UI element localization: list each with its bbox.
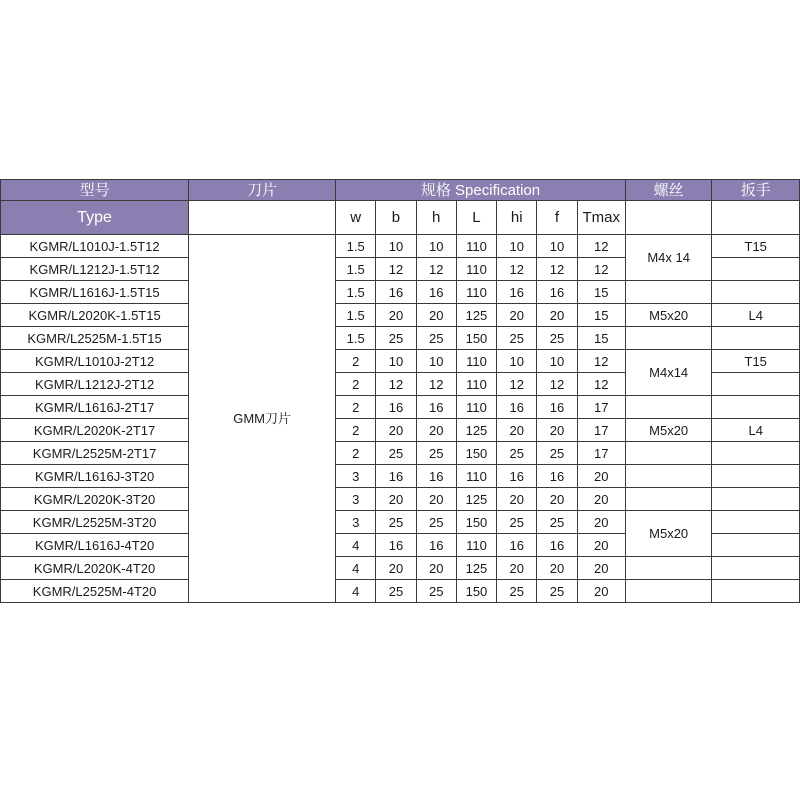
w-cell: 2 [336,350,376,373]
h-cell: 25 [416,442,456,465]
hi-cell: 20 [497,557,537,580]
l-cell: 125 [456,488,496,511]
b-cell: 25 [376,580,416,603]
b-cell: 10 [376,235,416,258]
screw-cell-empty [625,488,712,511]
type-cell: KGMR/L2525M-2T17 [1,442,189,465]
hi-cell: 20 [497,419,537,442]
wrench-cell-empty [712,327,800,350]
l-cell: 110 [456,534,496,557]
b-cell: 20 [376,557,416,580]
header-row-columns [1,201,800,235]
wrench-cell: T15 [712,235,800,258]
hi-cell: 16 [497,396,537,419]
col-header-b: b [376,201,416,235]
hi-cell: 12 [497,373,537,396]
type-cell: KGMR/L2020K-4T20 [1,557,189,580]
w-cell: 1.5 [336,281,376,304]
b-cell: 12 [376,258,416,281]
b-cell: 16 [376,534,416,557]
h-cell: 16 [416,465,456,488]
col-header-w: w [336,201,376,235]
w-cell: 1.5 [336,304,376,327]
hi-cell: 20 [497,304,537,327]
b-cell: 20 [376,488,416,511]
h-cell: 25 [416,511,456,534]
f-cell: 20 [537,488,577,511]
tmax-cell: 20 [577,580,625,603]
l-cell: 110 [456,258,496,281]
wrench-header-cn: 扳手 [712,180,800,201]
screw-cell-empty [625,442,712,465]
type-header: Type [1,201,189,235]
wrench-cell: T15 [712,350,800,373]
screw-cell: M4x14 [625,350,712,396]
f-cell: 25 [537,580,577,603]
spec-table [0,179,800,603]
h-cell: 16 [416,396,456,419]
type-cell: KGMR/L1010J-1.5T12 [1,235,189,258]
f-cell: 10 [537,350,577,373]
hi-cell: 10 [497,350,537,373]
h-cell: 16 [416,281,456,304]
f-cell: 16 [537,465,577,488]
wrench-cell-empty [712,511,800,534]
h-cell: 12 [416,258,456,281]
screw-cell: M5x20 [625,419,712,442]
type-cell: KGMR/L1212J-1.5T12 [1,258,189,281]
w-cell: 4 [336,580,376,603]
l-cell: 150 [456,580,496,603]
h-cell: 20 [416,304,456,327]
screw-cell-empty [625,281,712,304]
hi-cell: 12 [497,258,537,281]
type-cell: KGMR/L1010J-2T12 [1,350,189,373]
tmax-cell: 15 [577,281,625,304]
w-cell: 3 [336,511,376,534]
b-cell: 25 [376,442,416,465]
table-row [1,396,800,419]
type-cell: KGMR/L2020K-2T17 [1,419,189,442]
w-cell: 1.5 [336,235,376,258]
wrench-cell-empty [712,488,800,511]
f-cell: 20 [537,304,577,327]
wrench-cell-empty [712,373,800,396]
hi-cell: 25 [497,442,537,465]
f-cell: 16 [537,534,577,557]
f-cell: 25 [537,327,577,350]
w-cell: 2 [336,419,376,442]
b-cell: 25 [376,327,416,350]
w-cell: 2 [336,373,376,396]
hi-cell: 16 [497,281,537,304]
l-cell: 150 [456,442,496,465]
f-cell: 20 [537,557,577,580]
col-header-f: f [537,201,577,235]
type-cell: KGMR/L2525M-4T20 [1,580,189,603]
wrench-cell-empty [712,442,800,465]
l-cell: 110 [456,465,496,488]
screw-cell: M4x 14 [625,235,712,281]
table-row [1,442,800,465]
hi-cell: 16 [497,465,537,488]
tmax-cell: 12 [577,235,625,258]
screw-header-blank [625,201,712,235]
wrench-cell-empty [712,580,800,603]
type-cell: KGMR/L1616J-4T20 [1,534,189,557]
screw-cell: M5x20 [625,511,712,557]
table-row [1,488,800,511]
hi-cell: 16 [497,534,537,557]
screw-cell-empty [625,327,712,350]
b-cell: 16 [376,281,416,304]
l-cell: 110 [456,396,496,419]
l-cell: 125 [456,304,496,327]
screw-cell-empty [625,580,712,603]
b-cell: 10 [376,350,416,373]
tmax-cell: 12 [577,350,625,373]
tmax-cell: 20 [577,557,625,580]
wrench-cell-empty [712,557,800,580]
h-cell: 25 [416,580,456,603]
w-cell: 2 [336,442,376,465]
w-cell: 4 [336,534,376,557]
type-cell: KGMR/L1616J-2T17 [1,396,189,419]
b-cell: 16 [376,396,416,419]
h-cell: 20 [416,419,456,442]
hi-cell: 20 [497,488,537,511]
type-cell: KGMR/L2525M-1.5T15 [1,327,189,350]
blade-header-blank [189,201,336,235]
tmax-cell: 20 [577,465,625,488]
wrench-cell-empty [712,465,800,488]
f-cell: 25 [537,511,577,534]
table-row [1,304,800,327]
table-row [1,350,800,373]
table-row [1,465,800,488]
tmax-cell: 15 [577,304,625,327]
l-cell: 110 [456,350,496,373]
type-cell: KGMR/L1616J-1.5T15 [1,281,189,304]
screw-cell-empty [625,557,712,580]
l-cell: 110 [456,281,496,304]
h-cell: 16 [416,534,456,557]
tmax-cell: 20 [577,534,625,557]
w-cell: 1.5 [336,327,376,350]
l-cell: 110 [456,235,496,258]
tmax-cell: 17 [577,419,625,442]
tmax-cell: 12 [577,373,625,396]
type-cell: KGMR/L2020K-3T20 [1,488,189,511]
col-header-h: h [416,201,456,235]
hi-cell: 25 [497,327,537,350]
table-row [1,327,800,350]
table-row [1,235,800,258]
wrench-cell-empty [712,281,800,304]
w-cell: 1.5 [336,258,376,281]
col-header-hi: hi [497,201,537,235]
table-row [1,281,800,304]
b-cell: 20 [376,304,416,327]
l-cell: 150 [456,511,496,534]
tmax-cell: 20 [577,511,625,534]
l-cell: 110 [456,373,496,396]
hi-cell: 25 [497,511,537,534]
f-cell: 20 [537,419,577,442]
h-cell: 20 [416,557,456,580]
b-cell: 12 [376,373,416,396]
type-cell: KGMR/L2525M-3T20 [1,511,189,534]
wrench-cell-empty [712,258,800,281]
l-cell: 125 [456,419,496,442]
type-cell: KGMR/L1616J-3T20 [1,465,189,488]
h-cell: 10 [416,235,456,258]
tmax-cell: 12 [577,258,625,281]
screw-cell: M5x20 [625,304,712,327]
spec-header: 规格 Specification [336,180,626,201]
blade-cell: GMM刀片 [189,235,336,603]
table-row [1,419,800,442]
hi-cell: 25 [497,580,537,603]
type-cell: KGMR/L2020K-1.5T15 [1,304,189,327]
table-row [1,580,800,603]
wrench-header-blank [712,201,800,235]
blade-header-cn: 刀片 [189,180,336,201]
l-cell: 125 [456,557,496,580]
b-cell: 16 [376,465,416,488]
col-header-tmax: Tmax [577,201,625,235]
w-cell: 2 [336,396,376,419]
tmax-cell: 17 [577,396,625,419]
f-cell: 12 [537,258,577,281]
table-row [1,557,800,580]
h-cell: 25 [416,327,456,350]
type-cell: KGMR/L1212J-2T12 [1,373,189,396]
table-row [1,511,800,534]
col-header-l: L [456,201,496,235]
hi-cell: 10 [497,235,537,258]
h-cell: 10 [416,350,456,373]
f-cell: 12 [537,373,577,396]
wrench-cell-empty [712,396,800,419]
screw-cell-empty [625,396,712,419]
model-header-cn: 型号 [1,180,189,201]
f-cell: 10 [537,235,577,258]
l-cell: 150 [456,327,496,350]
tmax-cell: 15 [577,327,625,350]
header-row-cn [1,180,800,201]
w-cell: 3 [336,488,376,511]
h-cell: 20 [416,488,456,511]
w-cell: 4 [336,557,376,580]
b-cell: 25 [376,511,416,534]
wrench-cell-empty [712,534,800,557]
screw-cell-empty [625,465,712,488]
f-cell: 16 [537,281,577,304]
tmax-cell: 20 [577,488,625,511]
tmax-cell: 17 [577,442,625,465]
screw-header-cn: 螺丝 [625,180,712,201]
h-cell: 12 [416,373,456,396]
f-cell: 16 [537,396,577,419]
b-cell: 20 [376,419,416,442]
w-cell: 3 [336,465,376,488]
wrench-cell: L4 [712,419,800,442]
wrench-cell: L4 [712,304,800,327]
f-cell: 25 [537,442,577,465]
